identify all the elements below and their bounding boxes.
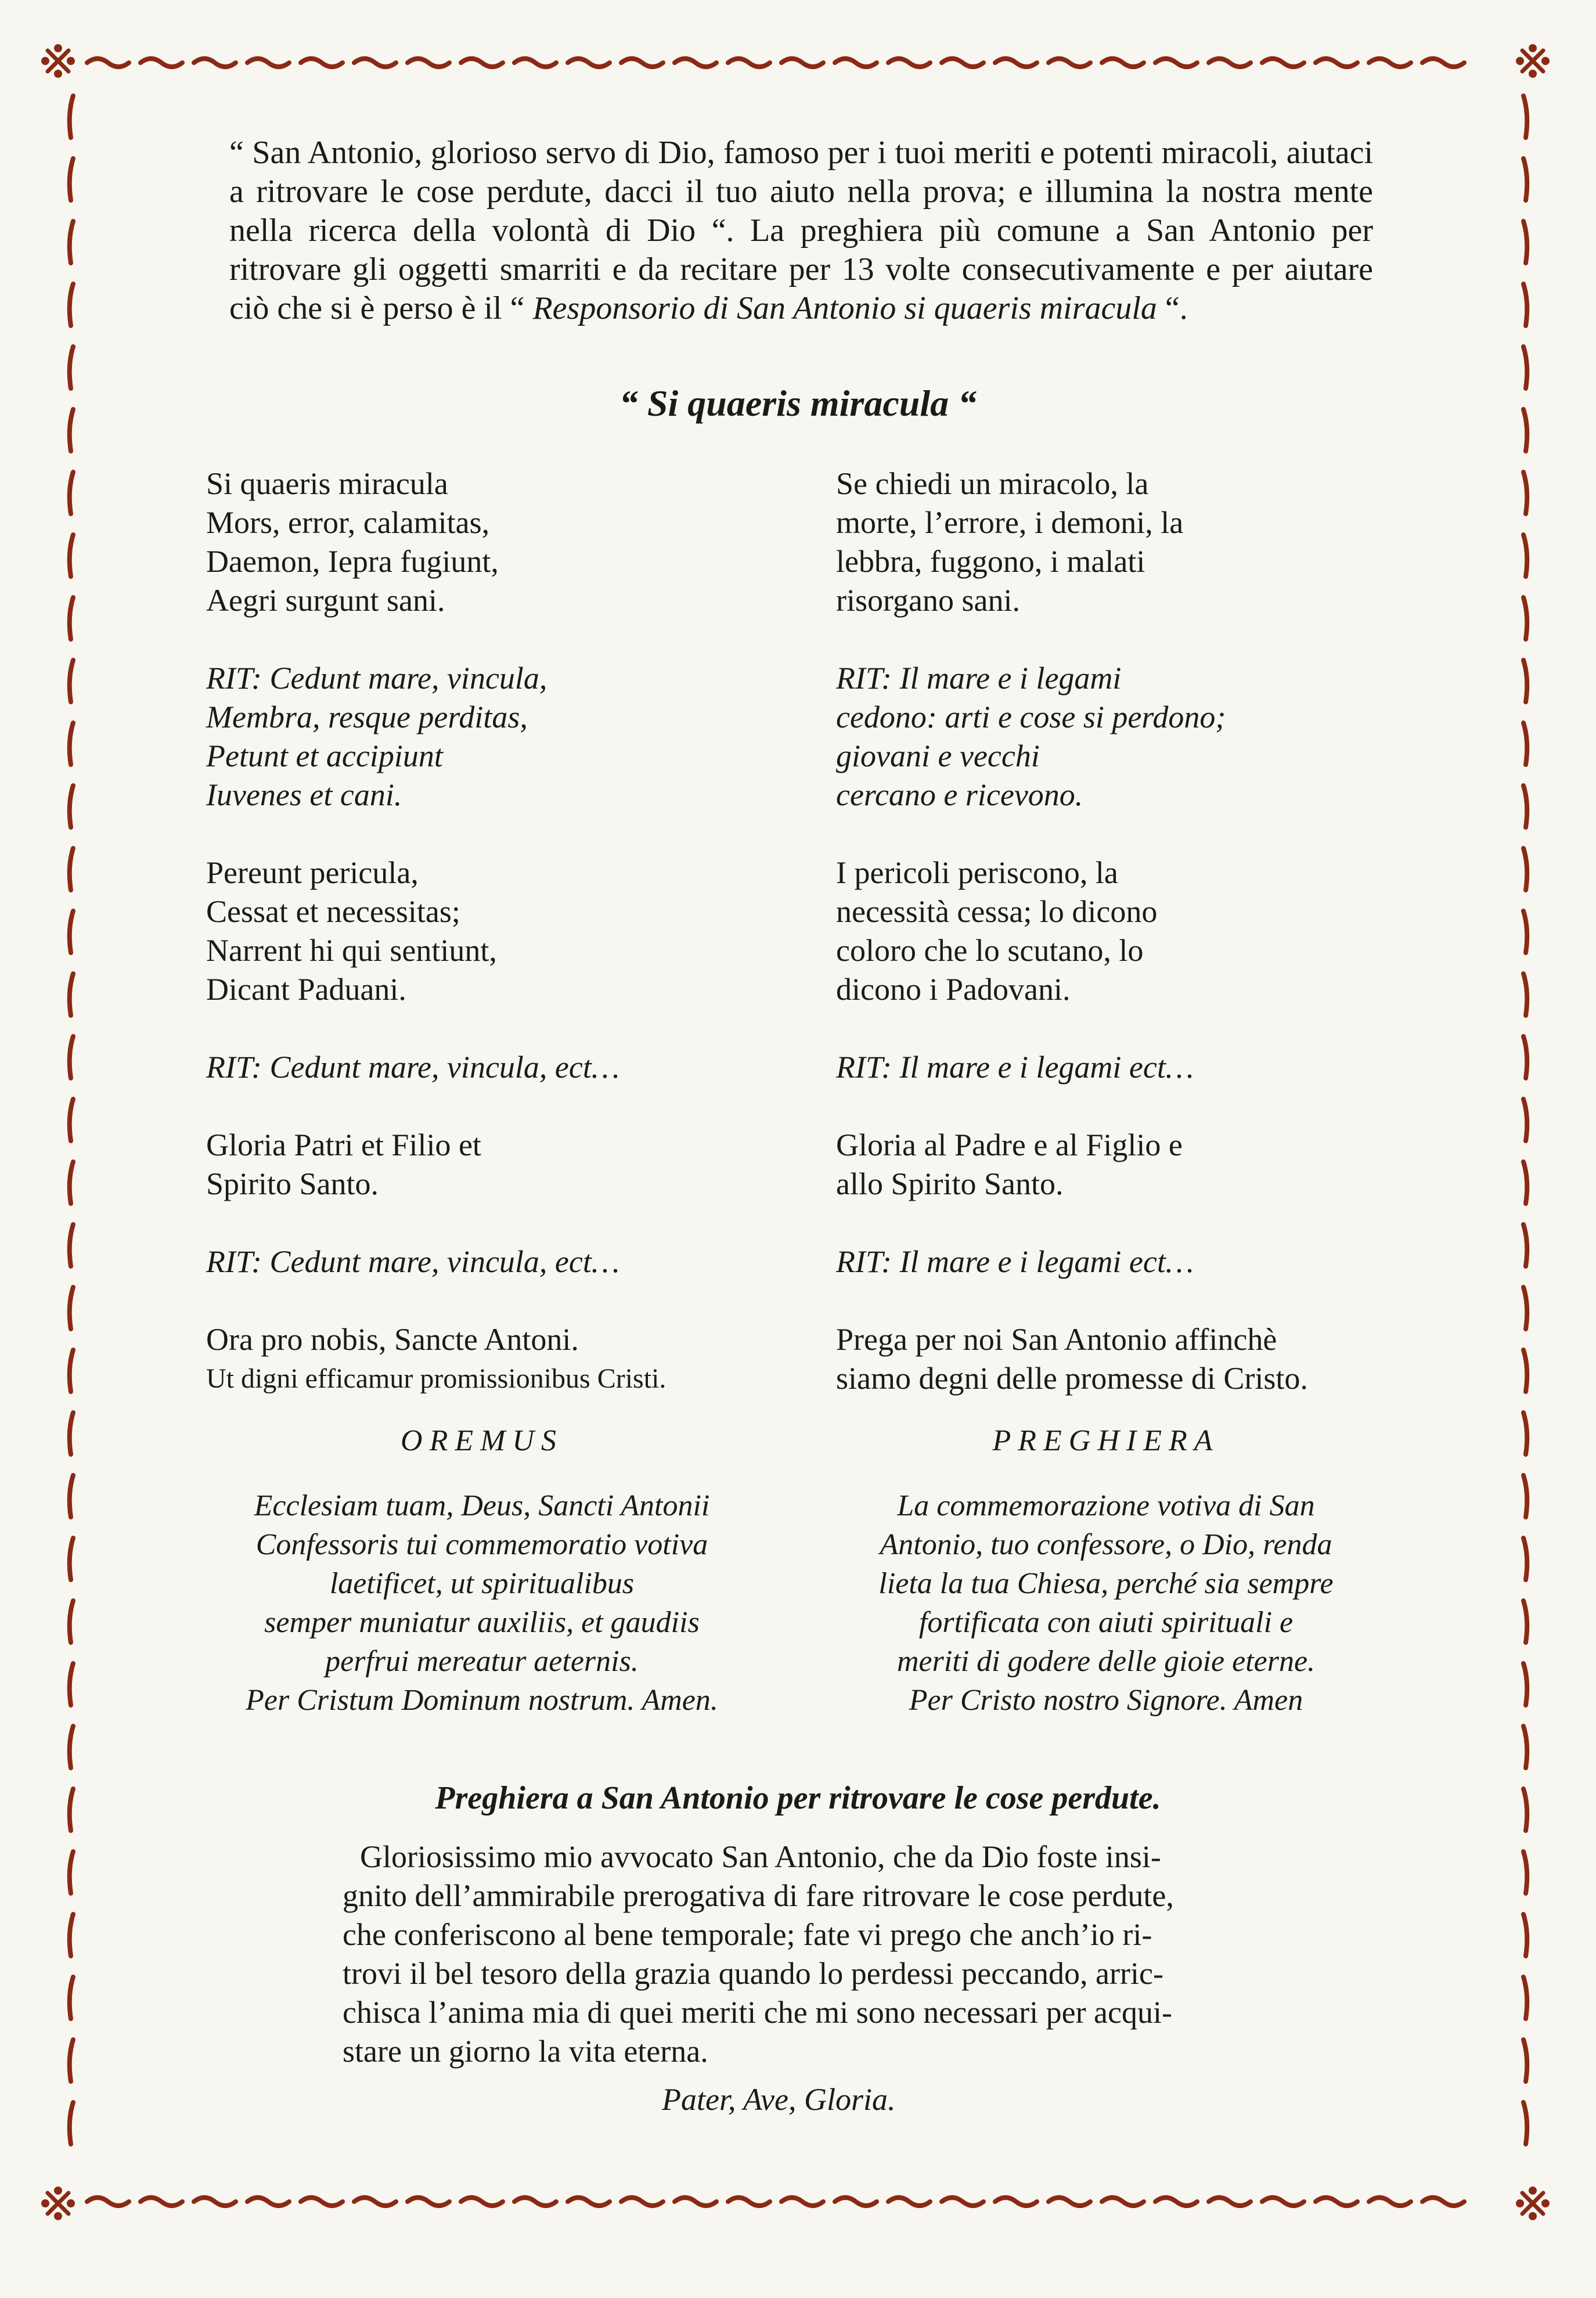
border-top-wave xyxy=(87,59,1464,67)
border-stroke-segment xyxy=(70,911,73,953)
border-wave-segment xyxy=(1422,2198,1464,2206)
border-wave-segment xyxy=(888,2198,930,2206)
border-stroke-segment xyxy=(70,284,73,326)
border-wave-segment xyxy=(194,59,236,67)
verse-line: morte, l’errore, i demoni, la xyxy=(836,505,1184,540)
border-stroke-segment xyxy=(1523,1350,1527,1392)
border-stroke-segment xyxy=(1523,1099,1527,1141)
verse-line: lebbra, fuggono, i malati xyxy=(836,544,1145,579)
prayer-line: che conferiscono al bene temporale; fate vi prego che anch’io ri- xyxy=(343,1917,1152,1952)
verse-line: Se chiedi un miracolo, la xyxy=(836,466,1149,501)
border-stroke-segment xyxy=(1523,472,1527,514)
final-prayer-body xyxy=(343,1838,1260,2071)
border-stroke-segment xyxy=(1523,1413,1527,1454)
border-wave-segment xyxy=(1155,2198,1197,2206)
border-wave-segment xyxy=(1102,59,1144,67)
latin-ora xyxy=(206,1320,787,1398)
italian-refrain-1 xyxy=(836,659,1417,815)
border-stroke-segment xyxy=(70,660,73,702)
verse-line: Cessat et necessitas; xyxy=(206,894,460,929)
verse-line: Ut digni efficamur promissionibus Cristi. xyxy=(206,1363,666,1394)
verse-line: Iuvenes et cani. xyxy=(206,777,402,812)
border-stroke-segment xyxy=(70,221,73,263)
border-stroke-segment xyxy=(1523,723,1527,765)
latin-column xyxy=(206,464,787,1398)
prayer-line: Gloriosissimo mio avvocato San Antonio, che da Dio foste insi- xyxy=(360,1839,1161,1874)
border-stroke-segment xyxy=(1523,1036,1527,1078)
closing-line: Pater, Ave, Gloria. xyxy=(662,2082,896,2117)
border-stroke-segment xyxy=(1523,159,1527,200)
border-stroke-segment xyxy=(70,1162,73,1204)
border-stroke-segment xyxy=(1523,1224,1527,1266)
border-stroke-segment xyxy=(1523,974,1527,1015)
border-stroke-segment xyxy=(70,535,73,577)
border-stroke-segment xyxy=(1523,1538,1527,1580)
border-wave-segment xyxy=(1102,2198,1144,2206)
border-stroke-segment xyxy=(70,1475,73,1517)
oremus-prayer xyxy=(192,1486,772,1720)
border-stroke-segment xyxy=(1523,1852,1527,1893)
verse-line: RIT: Cedunt mare, vincula, ect… xyxy=(206,1050,619,1085)
prayer-line: Ecclesiam tuam, Deus, Sancti Antonii xyxy=(254,1489,710,1522)
border-wave-segment xyxy=(87,2198,129,2206)
prayer-line: fortificata con aiuti spirituali e xyxy=(918,1606,1294,1639)
border-stroke-segment xyxy=(70,2102,73,2144)
border-wave-segment xyxy=(1369,59,1411,67)
verse-line: RIT: Il mare e i legami ect… xyxy=(836,1050,1194,1085)
border-wave-segment xyxy=(247,59,289,67)
border-stroke-segment xyxy=(1523,1663,1527,1705)
prayer-line: chisca l’anima mia di quei meriti che mi sono necessari per acqui- xyxy=(343,1995,1172,2030)
corner-ornament xyxy=(41,2187,75,2220)
italian-stanza-1 xyxy=(836,464,1417,620)
border-stroke-segment xyxy=(70,2040,73,2081)
prayer-line: trovi il bel tesoro della grazia quando lo perdessi peccando, arric- xyxy=(343,1956,1163,1991)
border-wave-segment xyxy=(408,2198,449,2206)
border-wave-segment xyxy=(1262,2198,1304,2206)
prayer-line: La commemorazione votiva di San xyxy=(897,1489,1315,1522)
border-wave-segment xyxy=(1155,59,1197,67)
italian-refrain-2 xyxy=(836,1048,1417,1087)
border-wave-segment xyxy=(354,2198,396,2206)
border-wave-segment xyxy=(140,59,182,67)
verse-line: Ora pro nobis, Sancte Antoni. xyxy=(206,1322,579,1357)
border-wave-segment xyxy=(87,59,129,67)
verse-line: allo Spirito Santo. xyxy=(836,1166,1064,1201)
verse-line: Mors, error, calamitas, xyxy=(206,505,490,540)
prayer-line: meriti di godere delle gioie eterne. xyxy=(896,1645,1316,1678)
border-stroke-segment xyxy=(1523,786,1527,827)
border-stroke-segment xyxy=(70,1538,73,1580)
border-stroke-segment xyxy=(70,1663,73,1705)
verse-line: Petunt et accipiunt xyxy=(206,739,443,773)
border-stroke-segment xyxy=(1523,1475,1527,1517)
border-stroke-segment xyxy=(70,974,73,1015)
border-stroke-segment xyxy=(1523,597,1527,639)
border-stroke-segment xyxy=(1523,911,1527,953)
latin-refrain-1 xyxy=(206,659,787,815)
border-wave-segment xyxy=(781,59,823,67)
verse-line: Si quaeris miracula xyxy=(206,466,448,501)
verse-line: cercano e ricevono. xyxy=(836,777,1083,812)
preghiera-prayer xyxy=(816,1486,1396,1720)
verse-line: Daemon, Iepra fugiunt, xyxy=(206,544,499,579)
border-stroke-segment xyxy=(1523,2040,1527,2081)
prayer-line: gnito dell’ammirabile prerogativa di fare ritrovare le cose perdute, xyxy=(343,1878,1174,1913)
border-wave-segment xyxy=(995,59,1037,67)
italian-column xyxy=(836,464,1417,1398)
latin-gloria xyxy=(206,1126,787,1204)
corner-ornament xyxy=(41,44,75,78)
border-stroke-segment xyxy=(70,472,73,514)
border-wave-segment xyxy=(675,2198,716,2206)
border-stroke-segment xyxy=(70,1036,73,1078)
border-stroke-segment xyxy=(1523,221,1527,263)
intro-text-end: “. xyxy=(1157,290,1188,326)
border-stroke-segment xyxy=(1523,660,1527,702)
border-stroke-segment xyxy=(70,159,73,200)
border-stroke-segment xyxy=(70,1287,73,1329)
border-wave-segment xyxy=(568,59,610,67)
border-stroke-segment xyxy=(1523,535,1527,577)
border-wave-segment xyxy=(301,2198,343,2206)
prayer-line: Per Cristo nostro Signore. Amen xyxy=(909,1684,1303,1717)
hymn-title: “ Si quaeris miracula “ xyxy=(619,383,977,424)
intro-paragraph xyxy=(229,134,1373,328)
border-stroke-segment xyxy=(1523,1162,1527,1204)
preghiera-heading: PREGHIERA xyxy=(992,1424,1220,1457)
border-wave-segment xyxy=(728,2198,770,2206)
latin-refrain-2 xyxy=(206,1048,787,1087)
prayer-line: Antonio, tuo confessore, o Dio, renda xyxy=(880,1528,1332,1561)
italian-stanza-2 xyxy=(836,853,1417,1009)
verse-line: RIT: Il mare e i legami ect… xyxy=(836,1244,1194,1279)
verse-line: risorgano sani. xyxy=(836,583,1020,618)
verse-line: Pereunt pericula, xyxy=(206,855,419,890)
border-wave-segment xyxy=(1316,59,1357,67)
border-stroke-segment xyxy=(1523,1287,1527,1329)
verse-line: Aegri surgunt sani. xyxy=(206,583,445,618)
border-stroke-segment xyxy=(70,1224,73,1266)
border-stroke-segment xyxy=(1523,1726,1527,1768)
verse-line: necessità cessa; lo dicono xyxy=(836,894,1158,929)
verse-line: Dicant Paduani. xyxy=(206,972,406,1007)
border-wave-segment xyxy=(1209,2198,1251,2206)
border-wave-segment xyxy=(461,2198,503,2206)
verse-line: Gloria Patri et Filio et xyxy=(206,1128,481,1162)
border-wave-segment xyxy=(194,2198,236,2206)
border-wave-segment xyxy=(942,59,983,67)
border-wave-segment xyxy=(942,2198,983,2206)
border-wave-segment xyxy=(835,2198,877,2206)
oremus-heading: OREMUS xyxy=(401,1424,563,1457)
border-stroke-segment xyxy=(70,1099,73,1141)
final-prayer-title: Preghiera a San Antonio per ritrovare le cose perdute. xyxy=(435,1780,1161,1816)
prayer-line: Per Cristum Dominum nostrum. Amen. xyxy=(246,1684,718,1717)
verse-line: Gloria al Padre e al Figlio e xyxy=(836,1128,1183,1162)
border-stroke-segment xyxy=(70,1413,73,1454)
verse-line: giovani e vecchi xyxy=(836,739,1040,773)
border-stroke-segment xyxy=(1523,284,1527,326)
intro-text: “ San Antonio, glorioso servo di Dio, famoso per i tuoi meriti e potenti miracoli, aiutaci a ritrovare le cose perdute, dacci il tuo aiuto nella prova; e illumina la nostra mente nella ricerca della volontà di Dio “. La preghiera più comune a San Antonio per ritrovare gli oggetti smarriti e da recitare per 13 volte consecutivamente e per aiutare ciò che si è perso è il “ xyxy=(229,135,1373,326)
prayer-line: lieta la tua Chiesa, perché sia sempre xyxy=(878,1567,1334,1600)
verse-line: RIT: Cedunt mare, vincula, xyxy=(206,661,547,696)
border-stroke-segment xyxy=(70,96,73,138)
border-wave-segment xyxy=(995,2198,1037,2206)
border-stroke-segment xyxy=(70,597,73,639)
border-stroke-segment xyxy=(70,1601,73,1643)
latin-refrain-3 xyxy=(206,1242,787,1281)
border-wave-segment xyxy=(1422,59,1464,67)
border-wave-segment xyxy=(1049,2198,1090,2206)
latin-stanza-2 xyxy=(206,853,787,1009)
border-wave-segment xyxy=(140,2198,182,2206)
prayer-line: stare un giorno la vita eterna. xyxy=(343,2034,708,2069)
border-stroke-segment xyxy=(70,1977,73,2019)
prayer-line: Confessoris tui commemoratio votiva xyxy=(255,1528,708,1561)
border-stroke-segment xyxy=(70,1914,73,1956)
border-wave-segment xyxy=(835,59,877,67)
italian-refrain-3 xyxy=(836,1242,1417,1281)
border-stroke-segment xyxy=(1523,1977,1527,2019)
border-wave-segment xyxy=(514,2198,556,2206)
border-wave-segment xyxy=(728,59,770,67)
border-stroke-segment xyxy=(1523,848,1527,890)
border-wave-segment xyxy=(354,59,396,67)
border-wave-segment xyxy=(1262,59,1304,67)
verse-line: siamo degni delle promesse di Cristo. xyxy=(836,1361,1308,1396)
verse-line: I pericoli periscono, la xyxy=(836,855,1118,890)
border-stroke-segment xyxy=(70,723,73,765)
border-stroke-segment xyxy=(70,1852,73,1893)
verse-line: Prega per noi San Antonio affinchè xyxy=(836,1322,1277,1357)
border-wave-segment xyxy=(621,2198,663,2206)
italian-prega xyxy=(836,1320,1417,1398)
border-wave-segment xyxy=(408,59,449,67)
border-wave-segment xyxy=(247,2198,289,2206)
border-stroke-segment xyxy=(1523,1601,1527,1643)
intro-italic-title: Responsorio di San Antonio si quaeris miracula xyxy=(532,290,1157,326)
verse-line: Narrent hi qui sentiunt, xyxy=(206,933,497,968)
border-wave-segment xyxy=(675,59,716,67)
verse-line: RIT: Il mare e i legami xyxy=(836,661,1122,696)
border-wave-segment xyxy=(568,2198,610,2206)
border-wave-segment xyxy=(461,59,503,67)
italian-gloria xyxy=(836,1126,1417,1204)
latin-stanza-1 xyxy=(206,464,787,620)
border-wave-segment xyxy=(514,59,556,67)
border-stroke-segment xyxy=(70,1350,73,1392)
border-wave-segment xyxy=(1316,2198,1357,2206)
border-wave-segment xyxy=(301,59,343,67)
prayer-line: laetificet, ut spiritualibus xyxy=(329,1567,635,1600)
border-wave-segment xyxy=(1049,59,1090,67)
verse-line: Membra, resque perditas, xyxy=(206,700,528,734)
border-stroke-segment xyxy=(1523,1914,1527,1956)
border-wave-segment xyxy=(888,59,930,67)
border-stroke-segment xyxy=(1523,96,1527,138)
verse-line: RIT: Cedunt mare, vincula, ect… xyxy=(206,1244,619,1279)
corner-ornament xyxy=(1516,2187,1550,2220)
border-wave-segment xyxy=(621,59,663,67)
border-stroke-segment xyxy=(70,1726,73,1768)
border-stroke-segment xyxy=(70,786,73,827)
border-wave-segment xyxy=(1369,2198,1411,2206)
border-bottom-wave xyxy=(87,2198,1464,2206)
verse-line: cedono: arti e cose si perdono; xyxy=(836,700,1226,734)
border-wave-segment xyxy=(781,2198,823,2206)
corner-ornament xyxy=(1516,44,1550,78)
border-stroke-segment xyxy=(70,848,73,890)
prayer-line: perfrui mereatur aeternis. xyxy=(325,1645,639,1678)
border-wave-segment xyxy=(1209,59,1251,67)
verse-line: coloro che lo scutano, lo xyxy=(836,933,1144,968)
verse-line: Spirito Santo. xyxy=(206,1166,379,1201)
border-stroke-segment xyxy=(1523,2102,1527,2144)
prayer-line: semper muniatur auxiliis, et gaudiis xyxy=(264,1606,700,1639)
verse-line: dicono i Padovani. xyxy=(836,972,1071,1007)
